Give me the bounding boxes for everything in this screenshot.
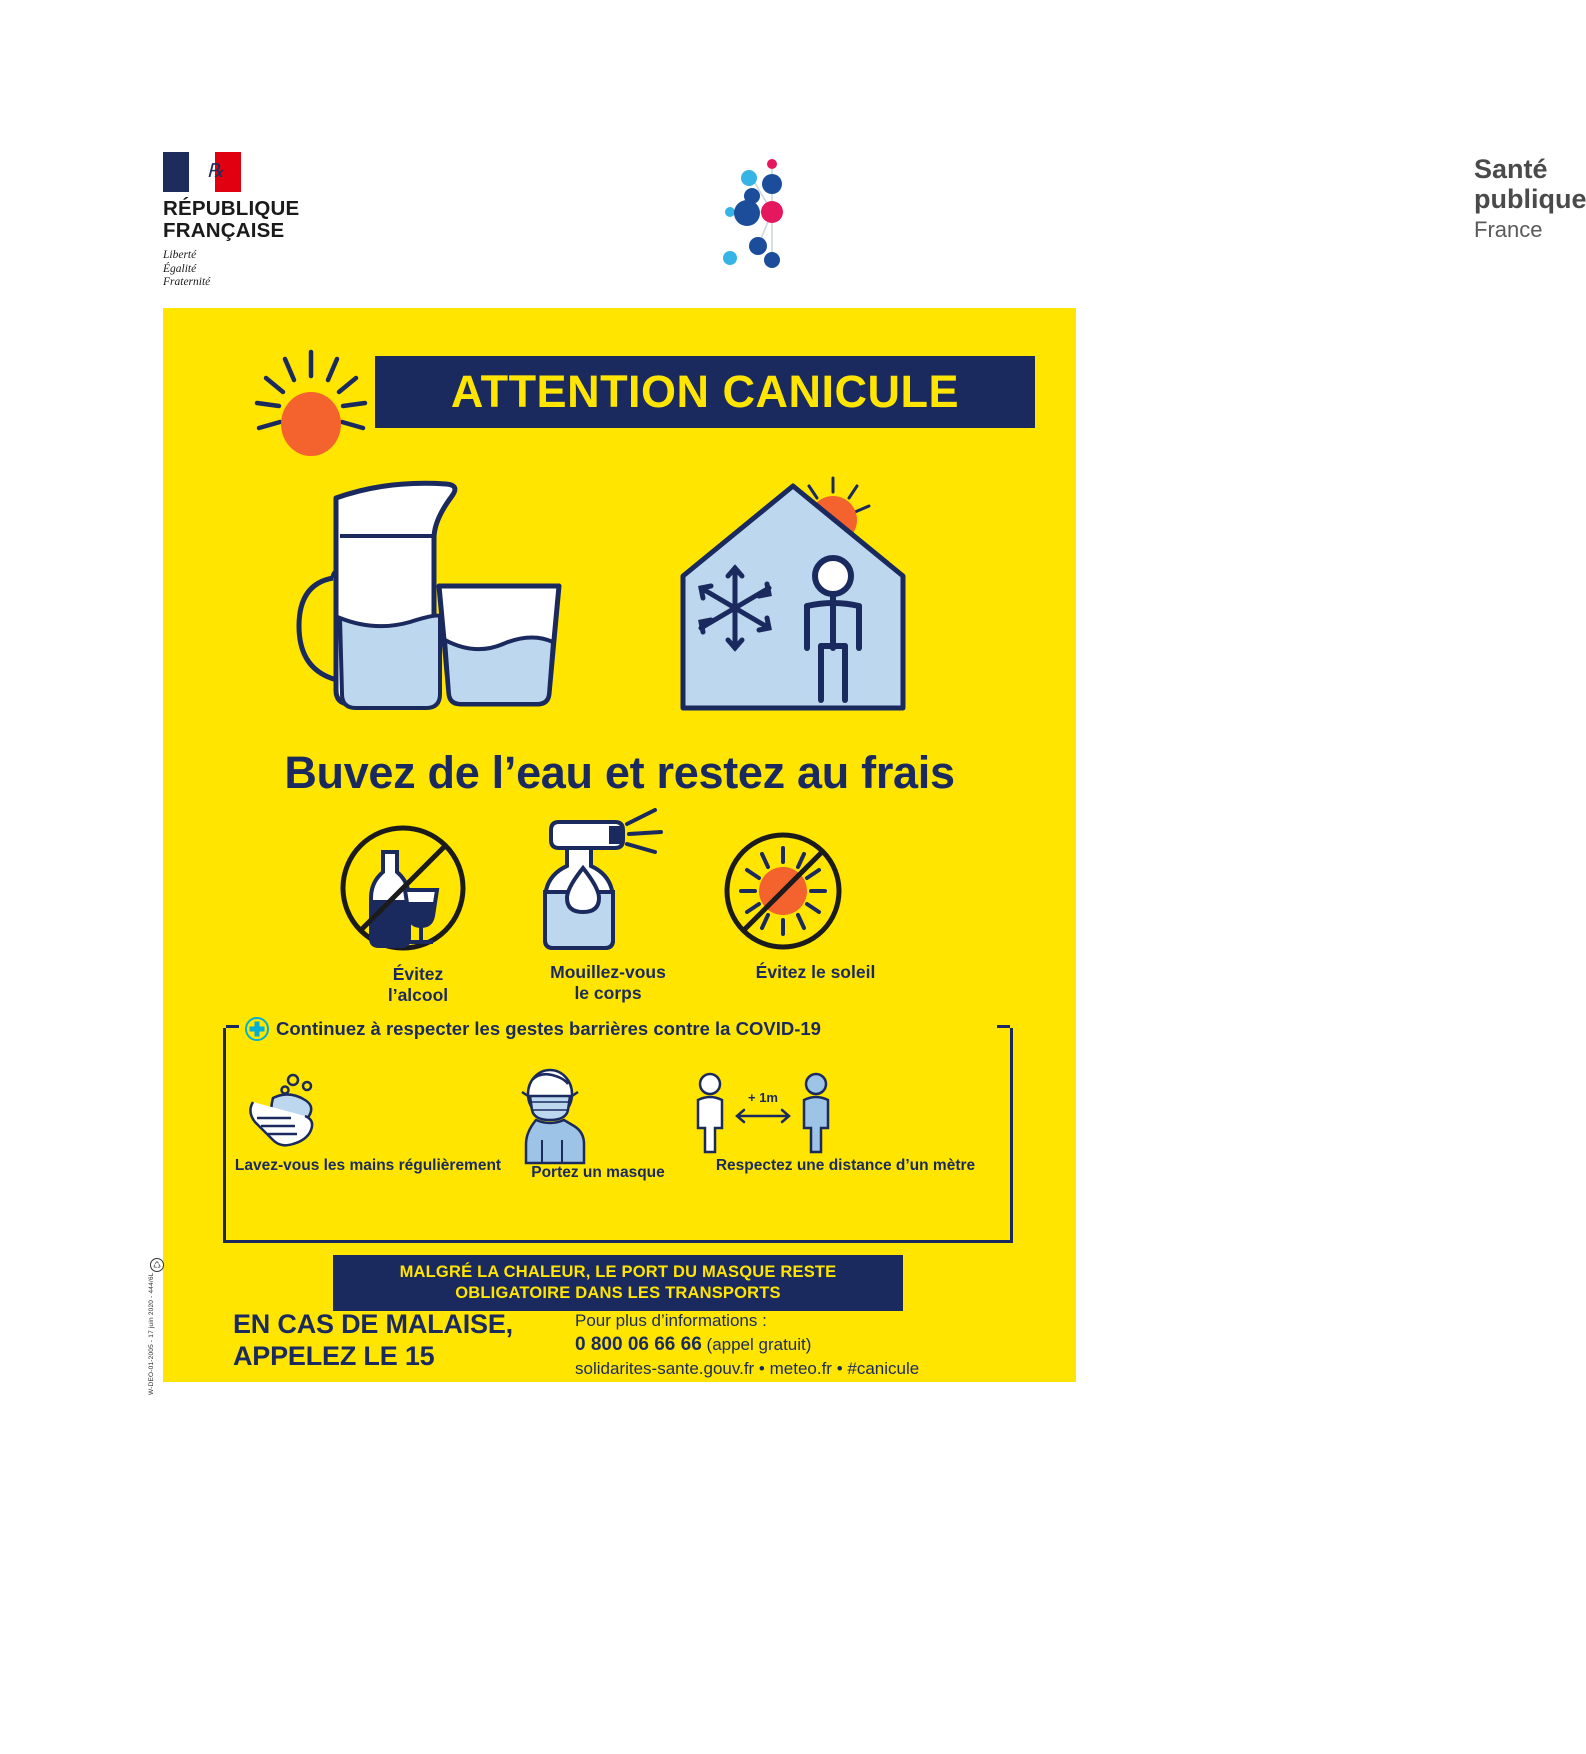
tip1-line2: l’alcool <box>387 985 449 1005</box>
tip-avoid-alcohol-caption <box>333 964 503 1006</box>
poster-footer <box>233 1308 1033 1378</box>
poster-title: ATTENTION CANICULE <box>450 366 960 417</box>
canicule-poster <box>163 308 1076 1382</box>
sun-icon <box>251 348 371 468</box>
covid-icons-row <box>223 1068 1013 1198</box>
more-info-block <box>575 1309 919 1381</box>
info-phone-note: (appel gratuit) <box>706 1335 812 1354</box>
republique-francaise-logo <box>163 152 383 290</box>
sante-publique-text <box>1474 154 1586 243</box>
water-glass-icon <box>439 586 559 704</box>
spf-line-france: France <box>1474 217 1543 242</box>
motto-liberte: Liberté <box>163 249 197 261</box>
republique-line2: FRANÇAISE <box>163 219 285 242</box>
covid-item-distance <box>688 1068 1003 1175</box>
tip1-line1: Évitez <box>392 964 444 984</box>
covid-heading-text: Continuez à respecter les gestes barrières contre la COVID-19 <box>276 1018 821 1039</box>
emergency-line2: APPELEZ LE 15 <box>233 1341 435 1371</box>
no-alcohol-icon <box>333 818 473 958</box>
water-pitcher-icon <box>299 483 455 708</box>
recycle-icon: ♺ <box>150 1258 164 1272</box>
emergency-call-block <box>233 1308 513 1372</box>
mask-banner-line1: MALGRÉ LA CHALEUR, LE PORT DU MASQUE RESTE <box>399 1263 837 1281</box>
covid-item-mask-label: Portez un masque <box>531 1164 665 1181</box>
info-label: Pour plus d’informations : <box>575 1311 767 1330</box>
mask-banner-line2: OBLIGATOIRE DANS LES TRANSPORTS <box>455 1284 781 1302</box>
emergency-line1: EN CAS DE MALAISE, <box>233 1309 513 1339</box>
tip2-line1: Mouillez-vous <box>550 962 666 982</box>
network-dots-icon <box>700 150 800 270</box>
covid-item-handwash <box>233 1068 503 1175</box>
covid-heading-row <box>239 1016 997 1042</box>
sante-publique-france-logo <box>700 150 1586 280</box>
motto-egalite: Égalité <box>163 262 197 275</box>
no-sun-icon <box>718 826 848 956</box>
mask-obligation-banner <box>333 1255 903 1311</box>
spf-line-sante: Santé <box>1474 154 1548 184</box>
covid-section <box>223 1018 1013 1302</box>
tip-avoid-sun <box>718 826 913 983</box>
spf-line-publique: publique <box>1474 184 1586 214</box>
info-phone-row <box>575 1333 919 1357</box>
covid-item-mask <box>508 1068 688 1182</box>
tip-wet-body-caption <box>523 962 693 1004</box>
tip3-line1: Évitez le soleil <box>755 962 876 982</box>
tip2-line2: le corps <box>574 983 642 1003</box>
republique-line1: RÉPUBLIQUE <box>163 197 300 220</box>
marianne-icon: ℞ <box>207 161 225 182</box>
tip-avoid-alcohol <box>333 818 503 1006</box>
covid-item-distance-label: Respectez une distance d’un mètre <box>715 1157 976 1174</box>
face-mask-icon <box>508 1068 592 1163</box>
covid-item-handwash-label: Lavez-vous les mains régulièrement <box>234 1157 502 1174</box>
tip-wet-body <box>523 806 693 1004</box>
poster-headline: Buvez de l’eau et restez au frais <box>284 747 955 798</box>
distance-value: + 1m <box>748 1090 778 1105</box>
info-phone[interactable]: 0 800 06 66 66 <box>575 1334 702 1355</box>
header-logos <box>0 0 1586 310</box>
side-reference-code: W-DEO-01-2005 - 17 juin 2020 - 444/6L <box>148 1272 155 1395</box>
republique-motto <box>163 249 383 290</box>
motto-fraternite: Fraternité <box>163 276 211 288</box>
french-flag-icon <box>163 152 241 192</box>
plus-medical-icon <box>245 1017 269 1041</box>
cool-house-icon <box>683 486 903 708</box>
spray-bottle-icon <box>523 806 673 956</box>
title-banner <box>375 356 1035 428</box>
social-distance-icon <box>688 1068 838 1156</box>
hero-illustration <box>273 468 973 738</box>
tips-row <box>333 818 913 1005</box>
info-links[interactable]: solidarites-sante.gouv.fr • meteo.fr • #canicule <box>575 1359 920 1378</box>
republique-title <box>163 198 383 242</box>
tip-avoid-sun-caption <box>718 962 913 983</box>
handwash-icon <box>233 1068 343 1156</box>
